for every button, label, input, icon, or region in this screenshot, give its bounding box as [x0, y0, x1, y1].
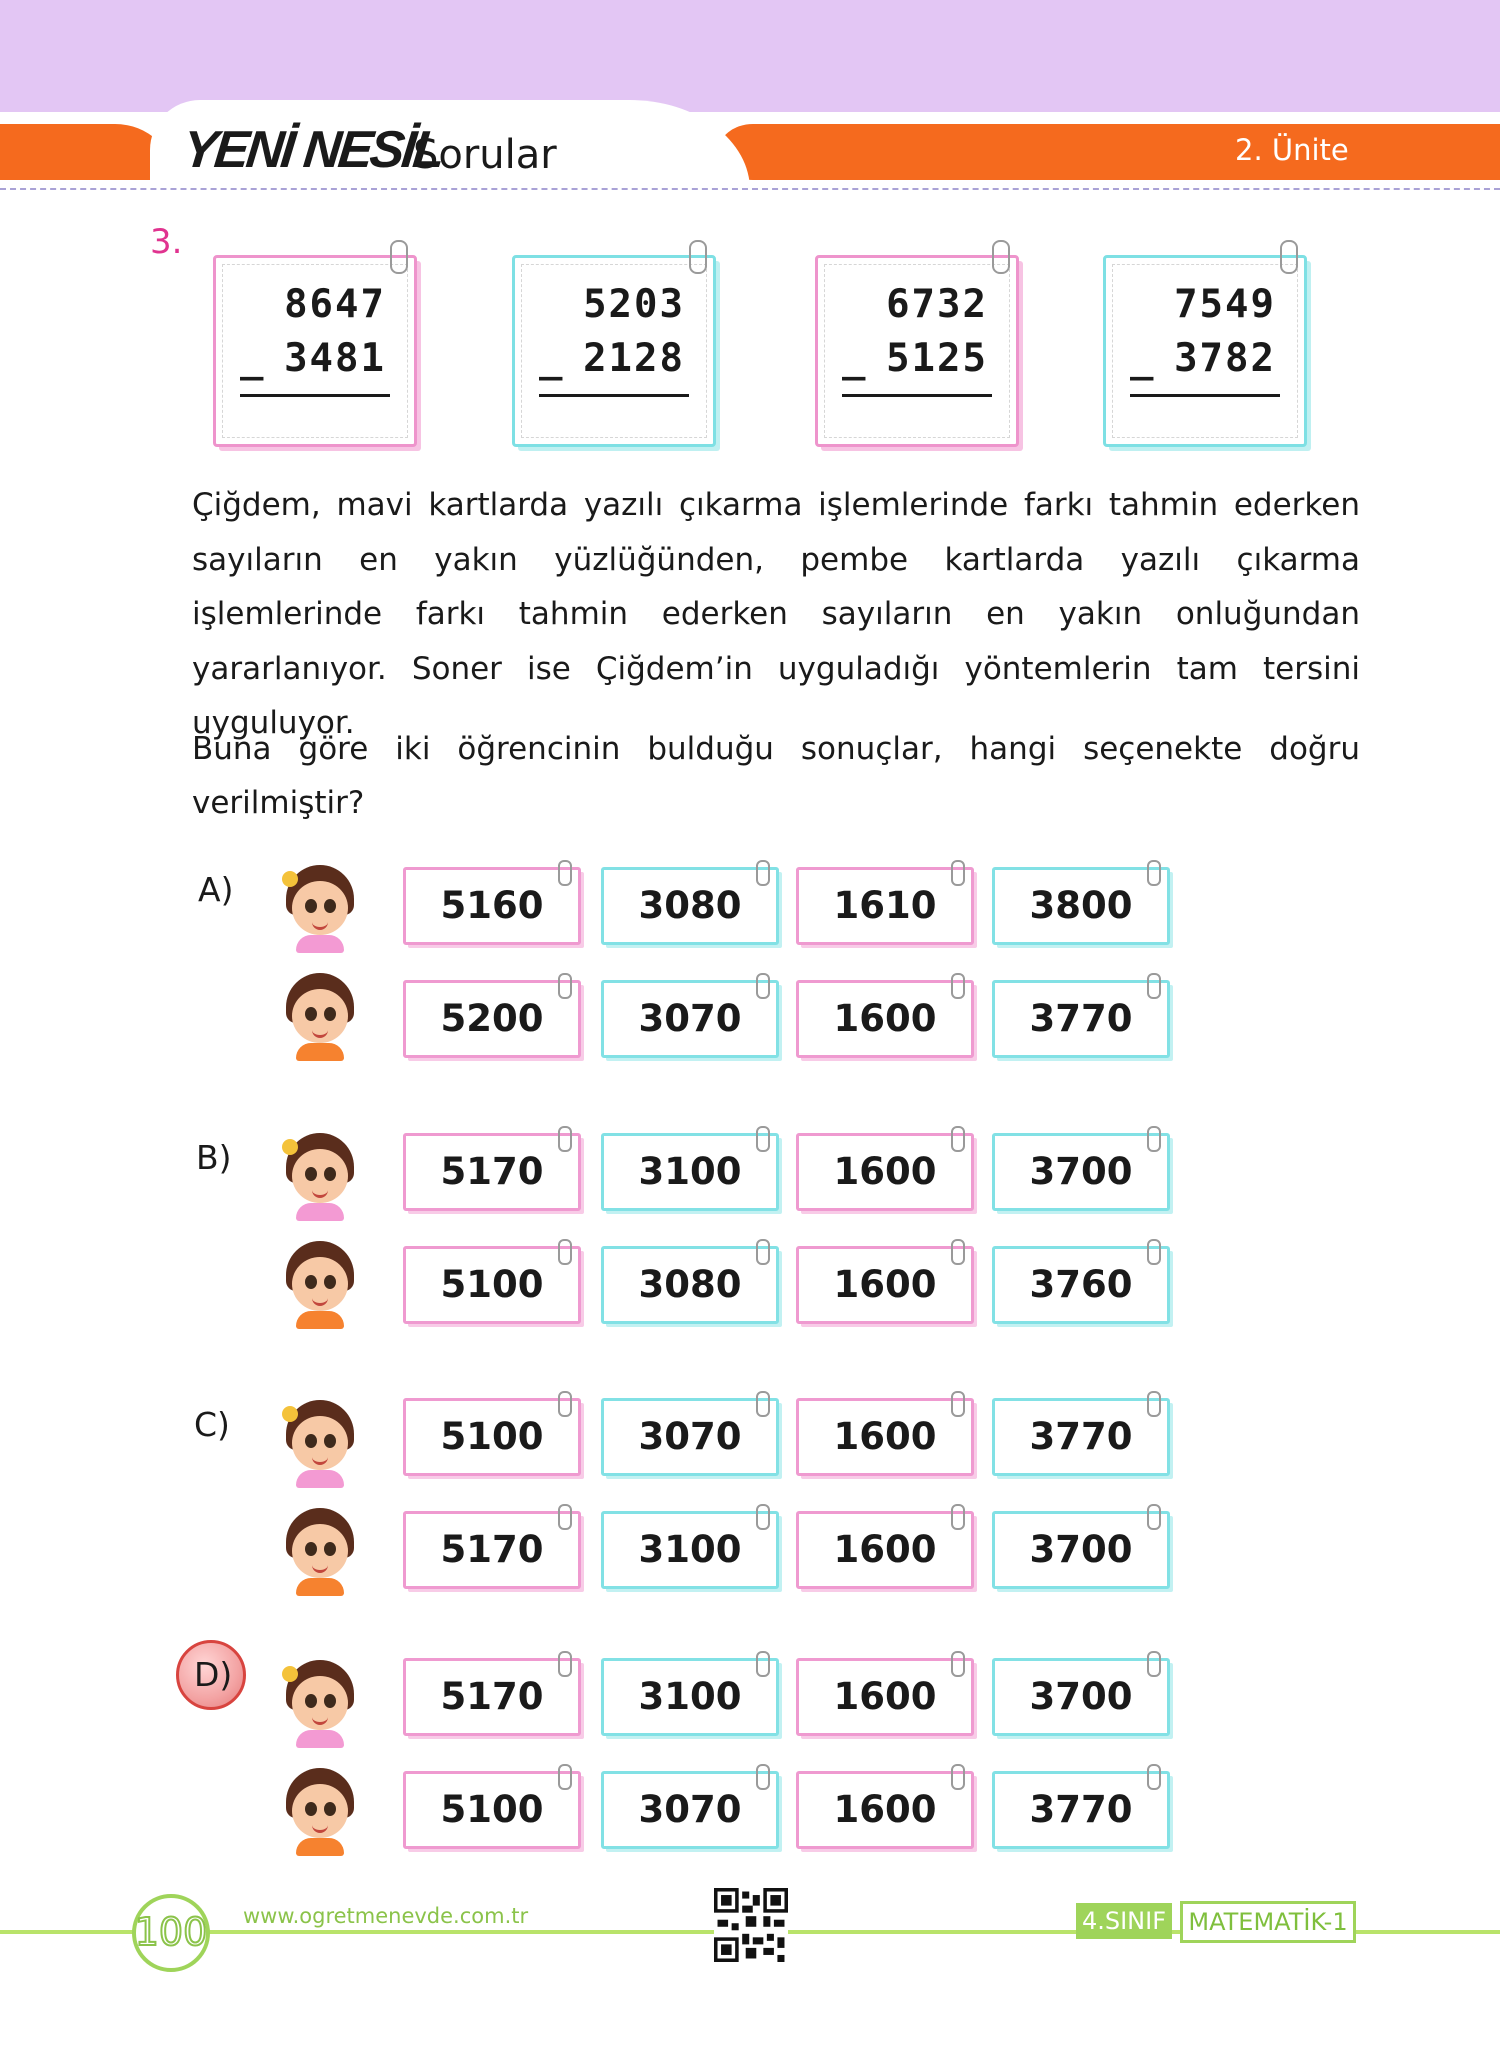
paperclip-icon	[951, 1504, 965, 1530]
answer-card	[601, 1658, 779, 1736]
answer-card	[601, 1246, 779, 1324]
result-line	[1130, 394, 1280, 397]
qr-code-icon[interactable]	[714, 1888, 788, 1962]
answer-value: 3760	[1029, 1263, 1133, 1306]
minus-sign: _	[1130, 336, 1154, 381]
paperclip-icon	[756, 1126, 770, 1152]
answer-value: 3770	[1029, 997, 1133, 1040]
paperclip-icon	[756, 1504, 770, 1530]
answer-card	[992, 980, 1170, 1058]
answer-value: 3080	[638, 1263, 742, 1306]
answer-value: 3770	[1029, 1415, 1133, 1458]
answer-value: 5100	[440, 1415, 544, 1458]
answer-card	[403, 1133, 581, 1211]
answer-card	[601, 1398, 779, 1476]
paperclip-icon	[1147, 1504, 1161, 1530]
answer-value: 1600	[833, 1150, 937, 1193]
minus-sign: _	[539, 336, 563, 381]
answer-value: 1600	[833, 1675, 937, 1718]
answer-card	[601, 1133, 779, 1211]
answer-card	[992, 1771, 1170, 1849]
answer-value: 3700	[1029, 1150, 1133, 1193]
answer-card	[403, 867, 581, 945]
answer-card	[601, 867, 779, 945]
paperclip-icon	[992, 240, 1010, 274]
paperclip-icon	[558, 1651, 572, 1677]
option-c-label[interactable]: C)	[194, 1405, 230, 1444]
result-line	[240, 394, 390, 397]
subtrahend: 5125	[886, 336, 988, 381]
header-band	[0, 0, 1500, 112]
problem-card	[815, 255, 1019, 447]
paperclip-icon	[951, 1651, 965, 1677]
paperclip-icon	[756, 1391, 770, 1417]
answer-card	[403, 1771, 581, 1849]
minus-sign: _	[240, 336, 264, 381]
answer-card	[403, 1246, 581, 1324]
header-orange-right	[718, 124, 1500, 180]
question-paragraph: Çiğdem, mavi kartlarda yazılı çıkarma işlemlerinde farkı tahmin ederken sayıların en yakın yüzlüğünden, pembe kartlarda yazılı çıkarma işlemlerinde farkı tahmin ederken sayıların en yakın onluğundan yararlanıyor. Soner ise Çiğdem’in uyguladığı yöntemlerin tam tersini uyguluyor.	[192, 487, 1360, 741]
boy-avatar-icon	[282, 973, 358, 1061]
paperclip-icon	[951, 1126, 965, 1152]
answer-value: 1600	[833, 997, 937, 1040]
grade-badge: 4.SINIF	[1076, 1903, 1172, 1939]
paperclip-icon	[951, 973, 965, 999]
answer-card	[992, 1133, 1170, 1211]
problem-card	[512, 255, 716, 447]
problem-card	[213, 255, 417, 447]
answer-value: 3770	[1029, 1788, 1133, 1831]
paperclip-icon	[1147, 1126, 1161, 1152]
answer-card	[601, 1771, 779, 1849]
answer-card	[796, 1246, 974, 1324]
answer-card	[403, 1658, 581, 1736]
answer-value: 3700	[1029, 1528, 1133, 1571]
paperclip-icon	[951, 860, 965, 886]
paperclip-icon	[558, 1764, 572, 1790]
paperclip-icon	[558, 860, 572, 886]
answer-value: 3100	[638, 1528, 742, 1571]
answer-card	[796, 1771, 974, 1849]
option-d-label[interactable]: D)	[194, 1655, 233, 1694]
option-b-label[interactable]: B)	[196, 1138, 232, 1177]
boy-avatar-icon	[282, 1241, 358, 1329]
answer-value: 3070	[638, 997, 742, 1040]
paperclip-icon	[558, 1126, 572, 1152]
paperclip-icon	[756, 1239, 770, 1265]
answer-value: 1600	[833, 1263, 937, 1306]
answer-value: 1600	[833, 1788, 937, 1831]
header-divider	[0, 188, 1500, 190]
answer-value: 5170	[440, 1675, 544, 1718]
answer-value: 5200	[440, 997, 544, 1040]
answer-value: 1600	[833, 1415, 937, 1458]
paperclip-icon	[390, 240, 408, 274]
paperclip-icon	[1280, 240, 1298, 274]
answer-value: 3800	[1029, 884, 1133, 927]
paperclip-icon	[689, 240, 707, 274]
paperclip-icon	[1147, 1764, 1161, 1790]
paperclip-icon	[1147, 860, 1161, 886]
answer-card	[796, 1511, 974, 1589]
answer-value: 1610	[833, 884, 937, 927]
paperclip-icon	[756, 973, 770, 999]
answer-card	[403, 980, 581, 1058]
paperclip-icon	[756, 1764, 770, 1790]
paperclip-icon	[951, 1391, 965, 1417]
paperclip-icon	[951, 1764, 965, 1790]
page-number: 100	[134, 1910, 208, 1954]
problem-card	[1103, 255, 1307, 447]
title-yeni-nesil: YENİ NESİL	[179, 121, 446, 179]
paperclip-icon	[951, 1239, 965, 1265]
option-a-label[interactable]: A)	[198, 870, 234, 909]
girl-avatar-icon	[282, 865, 358, 953]
subtrahend: 2128	[583, 336, 685, 381]
answer-card	[796, 980, 974, 1058]
paperclip-icon	[558, 1239, 572, 1265]
answer-card	[403, 1398, 581, 1476]
subtrahend: 3782	[1174, 336, 1276, 381]
answer-card	[403, 1511, 581, 1589]
answer-value: 1600	[833, 1528, 937, 1571]
answer-value: 5100	[440, 1263, 544, 1306]
result-line	[539, 394, 689, 397]
minuend: 8647	[284, 282, 386, 327]
answer-card	[992, 1246, 1170, 1324]
paperclip-icon	[558, 1504, 572, 1530]
boy-avatar-icon	[282, 1508, 358, 1596]
answer-card	[601, 1511, 779, 1589]
answer-card	[601, 980, 779, 1058]
unit-label: 2. Ünite	[1235, 133, 1349, 167]
paperclip-icon	[1147, 1391, 1161, 1417]
answer-value: 5170	[440, 1150, 544, 1193]
website-url[interactable]: www.ogretmenevde.com.tr	[243, 1904, 529, 1928]
answer-value: 3080	[638, 884, 742, 927]
answer-card	[992, 867, 1170, 945]
paperclip-icon	[1147, 1239, 1161, 1265]
question-prompt: Buna göre iki öğrencinin bulduğu sonuçlar, hangi seçenekte doğru verilmiştir?	[192, 731, 1360, 821]
answer-value: 3070	[638, 1788, 742, 1831]
subtrahend: 3481	[284, 336, 386, 381]
paperclip-icon	[1147, 1651, 1161, 1677]
answer-value: 3700	[1029, 1675, 1133, 1718]
girl-avatar-icon	[282, 1400, 358, 1488]
girl-avatar-icon	[282, 1660, 358, 1748]
title-sorular: Sorular	[413, 132, 557, 178]
answer-card	[796, 1658, 974, 1736]
answer-value: 3100	[638, 1150, 742, 1193]
result-line	[842, 394, 992, 397]
minuend: 6732	[886, 282, 988, 327]
answer-value: 5170	[440, 1528, 544, 1571]
girl-avatar-icon	[282, 1133, 358, 1221]
paperclip-icon	[558, 973, 572, 999]
minuend: 7549	[1174, 282, 1276, 327]
answer-card	[992, 1658, 1170, 1736]
paperclip-icon	[558, 1391, 572, 1417]
paperclip-icon	[756, 860, 770, 886]
minuend: 5203	[583, 282, 685, 327]
answer-value: 3100	[638, 1675, 742, 1718]
answer-card	[796, 1133, 974, 1211]
subject-badge: MATEMATİK-1	[1180, 1901, 1356, 1943]
answer-card	[992, 1398, 1170, 1476]
paperclip-icon	[756, 1651, 770, 1677]
header-orange-left	[0, 124, 175, 180]
boy-avatar-icon	[282, 1768, 358, 1856]
answer-value: 5100	[440, 1788, 544, 1831]
answer-card	[992, 1511, 1170, 1589]
answer-value: 5160	[440, 884, 544, 927]
question-number: 3.	[150, 222, 183, 262]
answer-value: 3070	[638, 1415, 742, 1458]
paperclip-icon	[1147, 973, 1161, 999]
answer-card	[796, 1398, 974, 1476]
minus-sign: _	[842, 336, 866, 381]
answer-card	[796, 867, 974, 945]
